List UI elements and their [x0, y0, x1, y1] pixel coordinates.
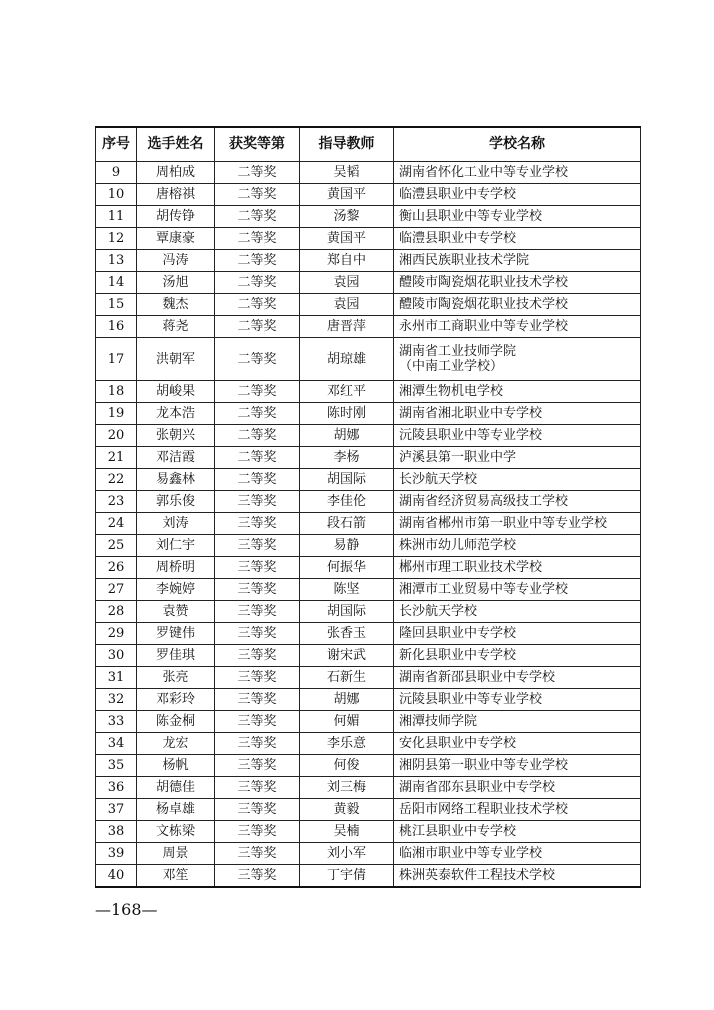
- school-name-line: 长沙航天学校: [399, 472, 478, 487]
- table-row: [96, 272, 641, 294]
- instructor-cell: 何媚: [300, 711, 394, 733]
- school-name-cell: [394, 316, 641, 338]
- instructor-cell: 陈坚: [300, 579, 394, 601]
- table-row: [96, 381, 641, 403]
- instructor-cell: 袁园: [300, 294, 394, 316]
- table-row: [96, 557, 641, 579]
- school-name-line: 长沙航天学校: [399, 604, 478, 619]
- table-row: [96, 623, 641, 645]
- school-name-line: 湖南省湘北职业中专学校: [399, 406, 543, 421]
- contestant-name-cell: 郭乐俊: [137, 491, 215, 513]
- school-name-line: 湖南省经济贸易高级技工学校: [399, 494, 569, 509]
- serial-number-cell: 25: [96, 535, 137, 557]
- school-name-line: 沅陵县职业中等专业学校: [399, 428, 543, 443]
- serial-number-cell: 16: [96, 316, 137, 338]
- award-grade-cell: 三等奖: [215, 711, 300, 733]
- contestant-name-cell: 周景: [137, 843, 215, 865]
- serial-number-cell: 33: [96, 711, 137, 733]
- contestant-name-cell: 张亮: [137, 667, 215, 689]
- award-grade-cell: 二等奖: [215, 184, 300, 206]
- contestant-name-cell: 李婉婷: [137, 579, 215, 601]
- contestant-name-cell: 刘涛: [137, 513, 215, 535]
- school-name-line: 湘潭市工业贸易中等专业学校: [399, 582, 569, 597]
- school-name-cell: [394, 799, 641, 821]
- contestant-name-cell: 邓笙: [137, 865, 215, 888]
- header-serial-number: 序号: [96, 127, 137, 162]
- contestant-name-cell: 周柏成: [137, 162, 215, 184]
- award-grade-cell: 二等奖: [215, 228, 300, 250]
- instructor-cell: 易静: [300, 535, 394, 557]
- school-name-cell: [394, 777, 641, 799]
- award-grade-cell: 三等奖: [215, 601, 300, 623]
- school-name-line: 临澧县职业中专学校: [399, 187, 517, 202]
- instructor-cell: 黄毅: [300, 799, 394, 821]
- table-row: [96, 645, 641, 667]
- instructor-cell: 胡琼雄: [300, 338, 394, 381]
- school-name-line: 岳阳市网络工程职业技术学校: [399, 802, 569, 817]
- award-grade-cell: 三等奖: [215, 557, 300, 579]
- school-name-line: 湖南省怀化工业中等专业学校: [399, 165, 569, 180]
- serial-number-cell: 20: [96, 425, 137, 447]
- award-grade-cell: 二等奖: [215, 425, 300, 447]
- instructor-cell: 何俊: [300, 755, 394, 777]
- school-name-cell: [394, 381, 641, 403]
- table-row: [96, 447, 641, 469]
- instructor-cell: 石新生: [300, 667, 394, 689]
- table-row: [96, 601, 641, 623]
- serial-number-cell: 24: [96, 513, 137, 535]
- table-row: [96, 667, 641, 689]
- serial-number-cell: 15: [96, 294, 137, 316]
- contestant-name-cell: 胡传铮: [137, 206, 215, 228]
- table-row: [96, 491, 641, 513]
- school-name-cell: [394, 228, 641, 250]
- contestant-name-cell: 罗佳琪: [137, 645, 215, 667]
- instructor-cell: 袁园: [300, 272, 394, 294]
- award-grade-cell: 二等奖: [215, 381, 300, 403]
- school-name-line: 沅陵县职业中等专业学校: [399, 692, 543, 707]
- contestant-name-cell: 易鑫林: [137, 469, 215, 491]
- instructor-cell: 何振华: [300, 557, 394, 579]
- school-name-line: 临澧县职业中专学校: [399, 231, 517, 246]
- school-name-cell: [394, 645, 641, 667]
- table-body: [96, 162, 641, 888]
- school-name-line: 泸溪县第一职业中学: [399, 450, 517, 465]
- school-name-cell: [394, 447, 641, 469]
- award-grade-cell: 三等奖: [215, 865, 300, 888]
- award-grade-cell: 二等奖: [215, 162, 300, 184]
- serial-number-cell: 18: [96, 381, 137, 403]
- award-grade-cell: 二等奖: [215, 338, 300, 381]
- school-name-cell: [394, 557, 641, 579]
- table-row: [96, 228, 641, 250]
- award-grade-cell: 三等奖: [215, 491, 300, 513]
- instructor-cell: 李杨: [300, 447, 394, 469]
- school-name-line: （中南工业学校）: [399, 359, 504, 374]
- header-school-name: 学校名称: [394, 127, 641, 162]
- school-name-line: 安化县职业中专学校: [399, 736, 517, 751]
- instructor-cell: 段石箭: [300, 513, 394, 535]
- table-row: [96, 799, 641, 821]
- table-row: [96, 535, 641, 557]
- table-row: [96, 865, 641, 888]
- award-grade-cell: 二等奖: [215, 294, 300, 316]
- school-name-cell: [394, 535, 641, 557]
- table-row: [96, 250, 641, 272]
- contestant-name-cell: 龙宏: [137, 733, 215, 755]
- school-name-cell: [394, 469, 641, 491]
- serial-number-cell: 9: [96, 162, 137, 184]
- school-name-cell: [394, 601, 641, 623]
- serial-number-cell: 32: [96, 689, 137, 711]
- contestant-name-cell: 刘仁宇: [137, 535, 215, 557]
- instructor-cell: 丁宇倩: [300, 865, 394, 888]
- serial-number-cell: 37: [96, 799, 137, 821]
- contestant-name-cell: 胡德佳: [137, 777, 215, 799]
- school-name-line: 湖南省工业技师学院: [399, 344, 517, 359]
- school-name-cell: [394, 579, 641, 601]
- award-grade-cell: 二等奖: [215, 469, 300, 491]
- table-row: [96, 469, 641, 491]
- serial-number-cell: 14: [96, 272, 137, 294]
- instructor-cell: 陈时刚: [300, 403, 394, 425]
- header-contestant-name: 选手姓名: [137, 127, 215, 162]
- award-grade-cell: 二等奖: [215, 206, 300, 228]
- award-grade-cell: 三等奖: [215, 579, 300, 601]
- table-row: [96, 733, 641, 755]
- serial-number-cell: 22: [96, 469, 137, 491]
- school-name-cell: [394, 250, 641, 272]
- instructor-cell: 胡国际: [300, 469, 394, 491]
- serial-number-cell: 21: [96, 447, 137, 469]
- school-name-cell: [394, 491, 641, 513]
- table-row: [96, 403, 641, 425]
- table-row: [96, 689, 641, 711]
- school-name-line: 郴州市理工职业技术学校: [399, 560, 543, 575]
- serial-number-cell: 38: [96, 821, 137, 843]
- contestant-name-cell: 蒋尧: [137, 316, 215, 338]
- table-row: [96, 206, 641, 228]
- table-row: [96, 821, 641, 843]
- school-name-cell: [394, 206, 641, 228]
- contestant-name-cell: 龙本浩: [137, 403, 215, 425]
- school-name-cell: [394, 272, 641, 294]
- school-name-line: 湖南省郴州市第一职业中等专业学校: [399, 516, 608, 531]
- school-name-line: 醴陵市陶瓷烟花职业技术学校: [399, 275, 569, 290]
- contestant-name-cell: 文栋梁: [137, 821, 215, 843]
- contestant-name-cell: 邓彩玲: [137, 689, 215, 711]
- award-grade-cell: 三等奖: [215, 689, 300, 711]
- school-name-cell: [394, 184, 641, 206]
- awards-table: [95, 126, 641, 888]
- award-grade-cell: 三等奖: [215, 623, 300, 645]
- page-number: —168—: [95, 900, 158, 919]
- header-instructor: 指导教师: [300, 127, 394, 162]
- table-row: [96, 711, 641, 733]
- serial-number-cell: 13: [96, 250, 137, 272]
- school-name-cell: [394, 755, 641, 777]
- table-header: [96, 127, 641, 162]
- table-row: [96, 338, 641, 381]
- instructor-cell: 邓红平: [300, 381, 394, 403]
- instructor-cell: 刘小军: [300, 843, 394, 865]
- contestant-name-cell: 覃康豪: [137, 228, 215, 250]
- instructor-cell: 吴楠: [300, 821, 394, 843]
- contestant-name-cell: 周桥明: [137, 557, 215, 579]
- school-name-line: 湘潭生物机电学校: [399, 384, 504, 399]
- school-name-cell: [394, 711, 641, 733]
- instructor-cell: 胡娜: [300, 425, 394, 447]
- award-grade-cell: 三等奖: [215, 821, 300, 843]
- contestant-name-cell: 冯涛: [137, 250, 215, 272]
- serial-number-cell: 26: [96, 557, 137, 579]
- contestant-name-cell: 邓洁霞: [137, 447, 215, 469]
- school-name-cell: [394, 162, 641, 184]
- contestant-name-cell: 杨帆: [137, 755, 215, 777]
- instructor-cell: 刘三梅: [300, 777, 394, 799]
- school-name-cell: [394, 425, 641, 447]
- instructor-cell: 李佳伦: [300, 491, 394, 513]
- serial-number-cell: 23: [96, 491, 137, 513]
- award-grade-cell: 三等奖: [215, 843, 300, 865]
- contestant-name-cell: 魏杰: [137, 294, 215, 316]
- serial-number-cell: 31: [96, 667, 137, 689]
- school-name-cell: [394, 338, 641, 381]
- instructor-cell: 郑自中: [300, 250, 394, 272]
- contestant-name-cell: 胡峻果: [137, 381, 215, 403]
- school-name-line: 湖南省新邵县职业中专学校: [399, 670, 556, 685]
- contestant-name-cell: 杨卓雄: [137, 799, 215, 821]
- table-row: [96, 579, 641, 601]
- contestant-name-cell: 张朝兴: [137, 425, 215, 447]
- serial-number-cell: 17: [96, 338, 137, 381]
- school-name-line: 永州市工商职业中等专业学校: [399, 319, 569, 334]
- header-row: [96, 127, 641, 162]
- serial-number-cell: 27: [96, 579, 137, 601]
- school-name-line: 新化县职业中专学校: [399, 648, 517, 663]
- instructor-cell: 吴韬: [300, 162, 394, 184]
- school-name-line: 醴陵市陶瓷烟花职业技术学校: [399, 297, 569, 312]
- school-name-line: 桃江县职业中专学校: [399, 824, 517, 839]
- award-grade-cell: 三等奖: [215, 799, 300, 821]
- serial-number-cell: 28: [96, 601, 137, 623]
- school-name-line: 湘阴县第一职业中等专业学校: [399, 758, 569, 773]
- contestant-name-cell: 袁赞: [137, 601, 215, 623]
- instructor-cell: 黄国平: [300, 184, 394, 206]
- school-name-cell: [394, 865, 641, 888]
- instructor-cell: 胡国际: [300, 601, 394, 623]
- award-grade-cell: 二等奖: [215, 250, 300, 272]
- table-row: [96, 755, 641, 777]
- serial-number-cell: 29: [96, 623, 137, 645]
- serial-number-cell: 34: [96, 733, 137, 755]
- school-name-line: 株洲英泰软件工程技术学校: [399, 868, 556, 883]
- serial-number-cell: 11: [96, 206, 137, 228]
- school-name-cell: [394, 689, 641, 711]
- contestant-name-cell: 汤旭: [137, 272, 215, 294]
- school-name-cell: [394, 733, 641, 755]
- school-name-cell: [394, 821, 641, 843]
- award-grade-cell: 三等奖: [215, 535, 300, 557]
- school-name-cell: [394, 623, 641, 645]
- school-name-cell: [394, 294, 641, 316]
- award-grade-cell: 二等奖: [215, 316, 300, 338]
- award-grade-cell: 二等奖: [215, 447, 300, 469]
- serial-number-cell: 40: [96, 865, 137, 888]
- table-row: [96, 513, 641, 535]
- header-award-grade: 获奖等第: [215, 127, 300, 162]
- instructor-cell: 唐晋萍: [300, 316, 394, 338]
- school-name-line: 湖南省邵东县职业中专学校: [399, 780, 556, 795]
- school-name-line: 衡山县职业中等专业学校: [399, 209, 543, 224]
- school-name-line: 湘潭技师学院: [399, 714, 478, 729]
- contestant-name-cell: 罗键伟: [137, 623, 215, 645]
- award-grade-cell: 二等奖: [215, 403, 300, 425]
- serial-number-cell: 19: [96, 403, 137, 425]
- table-row: [96, 425, 641, 447]
- award-grade-cell: 三等奖: [215, 777, 300, 799]
- instructor-cell: 胡娜: [300, 689, 394, 711]
- school-name-cell: [394, 403, 641, 425]
- table-row: [96, 184, 641, 206]
- instructor-cell: 谢宋武: [300, 645, 394, 667]
- school-name-cell: [394, 843, 641, 865]
- school-name-cell: [394, 667, 641, 689]
- award-grade-cell: 三等奖: [215, 733, 300, 755]
- table-row: [96, 777, 641, 799]
- serial-number-cell: 36: [96, 777, 137, 799]
- serial-number-cell: 12: [96, 228, 137, 250]
- award-grade-cell: 二等奖: [215, 272, 300, 294]
- award-grade-cell: 三等奖: [215, 645, 300, 667]
- serial-number-cell: 35: [96, 755, 137, 777]
- table-row: [96, 162, 641, 184]
- award-grade-cell: 三等奖: [215, 513, 300, 535]
- table-row: [96, 316, 641, 338]
- school-name-line: 隆回县职业中专学校: [399, 626, 517, 641]
- school-name-line: 临湘市职业中等专业学校: [399, 846, 543, 861]
- award-grade-cell: 三等奖: [215, 667, 300, 689]
- school-name-cell: [394, 513, 641, 535]
- table-row: [96, 843, 641, 865]
- serial-number-cell: 10: [96, 184, 137, 206]
- serial-number-cell: 30: [96, 645, 137, 667]
- school-name-line: 湘西民族职业技术学院: [399, 253, 530, 268]
- serial-number-cell: 39: [96, 843, 137, 865]
- instructor-cell: 汤黎: [300, 206, 394, 228]
- table-row: [96, 294, 641, 316]
- contestant-name-cell: 唐榕祺: [137, 184, 215, 206]
- instructor-cell: 张香玉: [300, 623, 394, 645]
- instructor-cell: 黄国平: [300, 228, 394, 250]
- contestant-name-cell: 陈金桐: [137, 711, 215, 733]
- school-name-line: 株洲市幼儿师范学校: [399, 538, 517, 553]
- contestant-name-cell: 洪朝军: [137, 338, 215, 381]
- award-grade-cell: 三等奖: [215, 755, 300, 777]
- awards-table-container: [95, 126, 640, 888]
- instructor-cell: 李乐意: [300, 733, 394, 755]
